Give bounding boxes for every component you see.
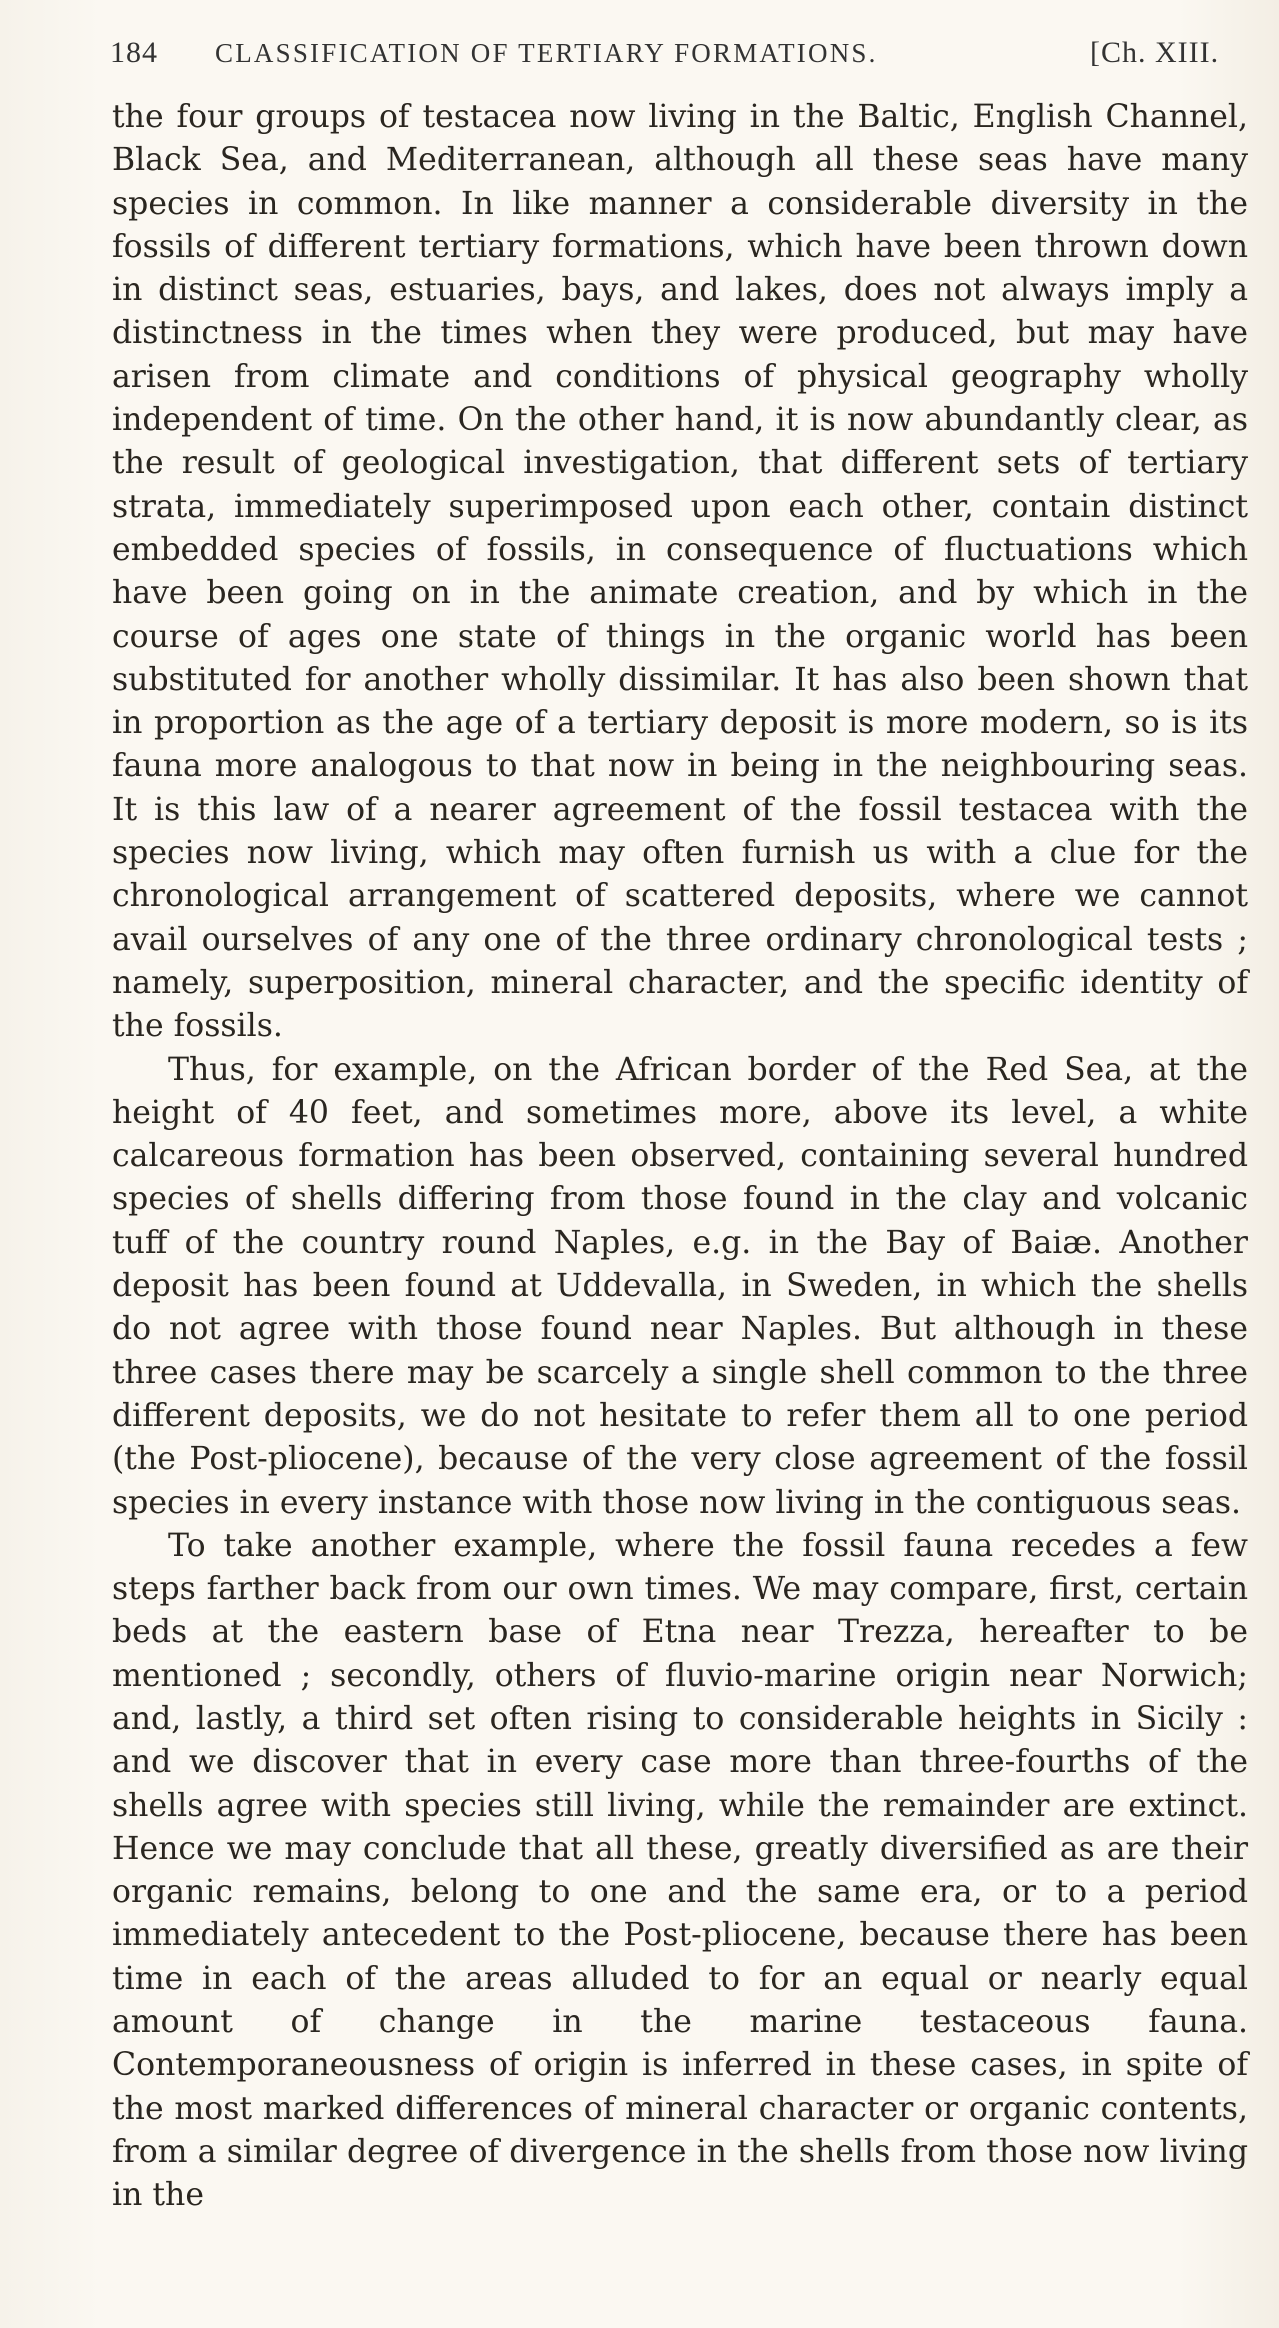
page-number: 184 [110, 36, 158, 69]
running-title: CLASSIFICATION OF TERTIARY FORMATIONS. [215, 38, 878, 68]
paragraph-3: To take another example, where the fossil fauna recedes a few steps farther back from our own times. We may compare, first, certain beds at the eastern base of Etna near Trezza, hereafter to be mentioned ; secondly, others of fluvio-marine origin near Norwich; and, lastly, a third set often rising to considerable heights in Sicily : and we discover that in every case more than three-fourths of the shells agree with species still living, while the remainder are extinct. Hence we may conclude that all these, greatly diversified as are their organic remains, belong to one and the same era, or to a period immediately antecedent to the Post-pliocene, because there has been time in each of the areas alluded to for an equal or nearly equal amount of change in the marine testaceous fauna. Contemporaneousness of origin is inferred in these cases, in spite of the most marked differences of mineral character or organic contents, from a similar degree of divergence in the shells from those now living in the [112, 1527, 1248, 2214]
body-text [112, 96, 1248, 2218]
paragraph-2: Thus, for example, on the African border of the Red Sea, at the height of 40 feet, and sometimes more, above its level, a white calcareous formation has been observed, containing several hundred species of shells differing from those found in the clay and volcanic tuff of the country round Naples, e.g. in the Bay of Baiæ. Another deposit has been found at Uddevalla, in Sweden, in which the shells do not agree with those found near Naples. But although in these three cases there may be scarcely a single shell common to the three different deposits, we do not hesitate to refer them all to one period (the Post-pliocene), because of the very close agreement of the fossil species in every instance with those now living in the contiguous seas. [112, 1051, 1248, 1521]
chapter-reference: [Ch. XIII. [1090, 36, 1220, 69]
page-header [110, 36, 1250, 76]
paragraph-1: the four groups of testacea now living in the Baltic, English Channel, Black Sea, and Mediterranean, although all these seas have many species in common. In like manner a considerable diversity in the fossils of different tertiary formations, which have been thrown down in distinct seas, estuaries, bays, and lakes, does not always imply a distinctness in the times when they were produced, but may have arisen from climate and conditions of physical geography wholly independent of time. On the other hand, it is now abundantly clear, as the result of geological investigation, that different sets of tertiary strata, immediately superimposed upon each other, contain distinct embedded species of fossils, in consequence of fluctuations which have been going on in the animate creation, and by which in the course of ages one state of things in the organic world has been substituted for another wholly dissimilar. It has also been shown that in proportion as the age of a tertiary deposit is more modern, so is its fauna more analogous to that now in being in the neighbouring seas. It is this law of a nearer agreement of the fossil testacea with the species now living, which may often furnish us with a clue for the chronological arrangement of scattered deposits, where we cannot avail ourselves of any one of the three ordinary chronological tests ; namely, superposition, mineral character, and the specific identity of the fossils. [112, 99, 1248, 1045]
